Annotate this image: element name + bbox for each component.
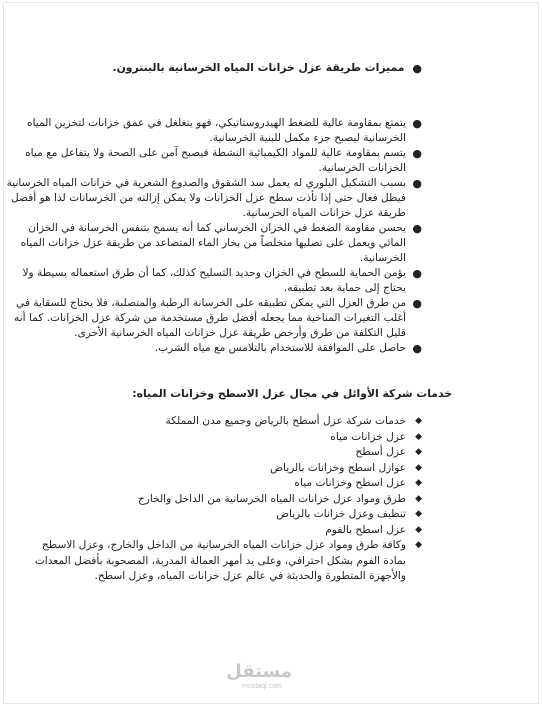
list-item — [22, 445, 422, 461]
list-item-text: عزل أسطح — [355, 446, 406, 458]
list-item — [4, 266, 422, 296]
watermark-url: mostaql.com — [242, 683, 282, 690]
list-item-text: يتسم بمقاومة عالية للمواد الكيميائية النشطة فيصبح آمن على الصحة ولا يتفاعل مع مياه الخزانات الخرسانية. — [25, 147, 406, 174]
list-item — [22, 430, 422, 446]
list-item-text: يتمتع بمقاومة عالية للضغط الهيدروستاتيكي، فهو يتغلغل في عمق خزانات لتخزين المياه الخرسانية ليصبح جزء مكمل للبنية الخرسانية. — [27, 117, 406, 144]
list-item — [22, 476, 422, 492]
section1-title: مميزات طريقة عزل خزانات المياه الخرسانية بالبنترون. — [112, 61, 405, 74]
mostaql-watermark — [226, 661, 292, 691]
section2-list — [22, 414, 422, 585]
diamond-bullet-icon: ◆ — [415, 524, 422, 535]
diamond-bullet-icon: ◆ — [415, 431, 422, 442]
diamond-bullet-icon: ◆ — [415, 462, 422, 473]
list-item-text: خدمات شركة عزل أسطح بالرياض وجميع مدن المملكة — [165, 415, 406, 427]
section1-list — [4, 116, 422, 356]
list-item — [22, 538, 422, 585]
list-item — [4, 176, 422, 221]
diamond-bullet-icon: ◆ — [415, 509, 422, 519]
list-item — [4, 146, 422, 176]
list-item-text: طرق ومواد عزل خزانات المياه الخرسانية من الداخل والخارج — [137, 492, 406, 505]
section1-heading — [20, 60, 422, 76]
list-item-text: عزل اسطح بالفوم — [325, 523, 406, 536]
list-item-text: بسبب التشكيل البلوري له يعمل سد الشقوق والصدوع الشعرية في خزانات المياه الخرسانية فيظل فعال حتى إذا تأذت سطح عزل الخزانات ولا يمكن إزالته من الخرسانات لذا هو أفضل طريقة عزل خزانات المياه الخرسانية. — [6, 177, 406, 219]
round-bullet-icon: ● — [412, 177, 422, 190]
list-item — [22, 523, 422, 539]
list-item — [22, 414, 422, 430]
round-bullet-icon: ● — [412, 222, 422, 235]
diamond-bullet-icon: ◆ — [415, 540, 422, 550]
diamond-bullet-icon: ◆ — [415, 447, 422, 457]
diamond-bullet-icon: ◆ — [415, 493, 422, 504]
list-item-text: وكافة طرق ومواد عزل خزانات المياه الخرسانية من الداخل والخارج، وعزل الاسطح بمادة الفوم بشكل احترافي، وعلى يد أمهر العمالة المدربة، المصحوبة بأفضل المعدات والأجهزة المتطورة والحديثة في عالم عزل خزانات المياه، وعزل اسطح. — [34, 539, 406, 582]
list-item — [4, 341, 422, 356]
list-item-text: عزل اسطح وخزانات مياه — [294, 477, 406, 489]
list-item — [22, 507, 422, 523]
list-item — [4, 221, 422, 266]
list-item — [22, 461, 422, 477]
section2-title: خدمات شركة الأوائل في مجال عزل الاسطح وخزانات المياه: — [132, 387, 452, 400]
document-content — [6, 60, 452, 585]
list-item — [22, 492, 422, 508]
list-item-text: تنظيف وعزل خزانات بالرياض — [276, 508, 406, 520]
round-bullet-icon: ● — [412, 267, 422, 280]
round-bullet-icon: ● — [412, 297, 422, 310]
list-item — [4, 296, 422, 341]
list-item — [4, 116, 422, 146]
list-item-text: عزل خزانات مياه — [330, 430, 406, 443]
round-bullet-icon: ● — [412, 117, 422, 130]
list-item-text: حاصل على الموافقة للاستخدام بالتلامس مع مياه الشرب. — [154, 342, 406, 354]
round-bullet-icon: ● — [412, 342, 422, 355]
diamond-bullet-icon: ◆ — [415, 416, 422, 426]
list-item-text: يؤمن الحماية للسطح في الخزان وحديد التسليح كذلك، كما أن طرق استعماله بسيطة ولا يحتاج إلى حماية بعد تطبيقه. — [22, 267, 406, 294]
round-bullet-icon: ● — [412, 147, 422, 160]
list-item-text: من طرق العزل التي يمكن تطبيقه على الخرسانة الرطبة والمتصلبة، فلا يحتاج للسقاية في أغلب التغيرات المناخية مما يجعله أفضل طرق مستخدمة من شركة عزل الخزانات. كما أنه قليل التكلفة من طرق وأرخص طريقة عزل خزانات المياه الخرسانية الأخرى. — [14, 297, 406, 339]
watermark-logo: مستقل — [226, 661, 292, 682]
diamond-bullet-icon: ◆ — [415, 478, 422, 488]
list-item-text: يحسن مقاومة الضغط في الخزان الخرساني كما أنه يسمح بتنفس الخرسانة في الخزان المائي ويعمل على تصليها متخلصاً من بخار الماء المتصاعد من طريقة عزل خزانات المياه الخرسانية. — [20, 222, 406, 264]
round-bullet-icon: ● — [412, 62, 422, 75]
list-item-text: عوازل اسطح وخزانات بالرياض — [270, 461, 406, 474]
